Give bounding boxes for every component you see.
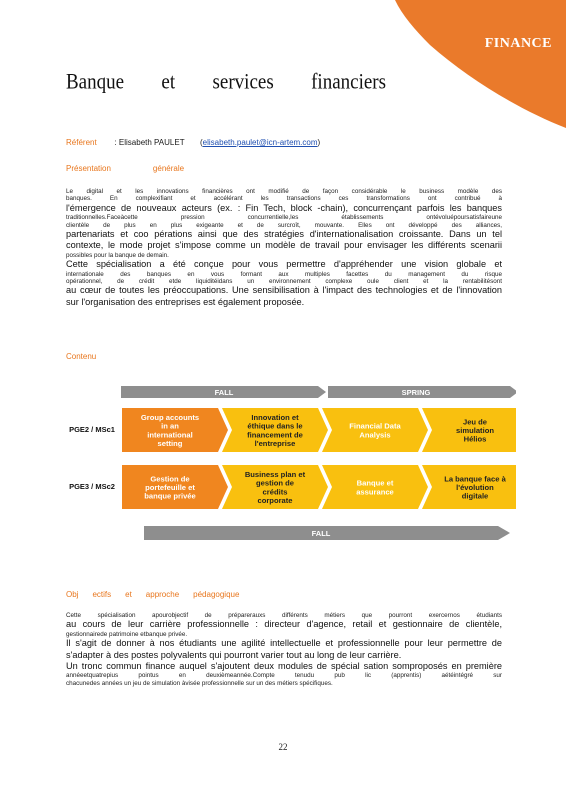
title-word: services: [212, 70, 274, 95]
section-tag: FINANCE: [484, 36, 552, 51]
paragraph-line: Un tronc commun finance auquel s'ajoutent deux modules de spécial sation somproposés en première: [66, 661, 502, 672]
paragraph-line: contexte, le mode projet s'impose comme un modèle de travail pour envisager les différents scenarii: [66, 240, 502, 251]
course-label: financement de: [247, 430, 303, 440]
heading-word: pédagogique: [193, 590, 240, 599]
course-label: Analysis: [359, 430, 391, 440]
fall-top-label: FALL: [214, 388, 234, 397]
row-pge2: [122, 408, 516, 452]
course-label: setting: [157, 438, 183, 448]
paragraph-line: chacunedes années un jeu de simulation àvisée professionnelle sur un des métiers spécifiques.: [66, 679, 333, 687]
heading-word: approche: [145, 590, 180, 599]
paragraph-line: annéeetquatrepius pointus en deuxièmeannée.Compte tenudu pub lic (apprentis) aétéintégré sur: [66, 672, 502, 680]
course-label: banque privée: [144, 491, 196, 501]
course-label: Business plan et: [244, 470, 306, 480]
course-label: portefeuille et: [145, 483, 195, 492]
presentation-paragraph: [66, 188, 502, 308]
referent-label: Référent: [66, 138, 97, 147]
heading-word: générale: [152, 164, 185, 173]
title-word: Banque: [66, 70, 125, 95]
heading-word: Présentation: [66, 164, 111, 173]
row-label-pge3: PGE3 / MSc2: [69, 482, 115, 491]
course-label: éthique dans le: [247, 421, 303, 431]
course-label: Banque et: [356, 478, 394, 488]
course-label: digitale: [461, 491, 489, 501]
course-label: Innovation et: [251, 413, 299, 423]
paragraph-line: Le digital et les innovations financières ont modifié de façon considérable le business modèle des: [66, 188, 502, 195]
course-label: crédits: [262, 487, 288, 497]
heading-word: et: [125, 590, 132, 599]
paragraph-line: opérationnel, de crédit etde liquiditéidans un environnement complexe oule client et la rentabilitésont: [66, 278, 502, 286]
paragraph-line: partenariats et coo pérations ainsi que des stratégies d'internationalisation croissante. Dans un tel: [66, 229, 502, 240]
paragraph-line: sur l'organisation des entreprises est également proposée.: [66, 296, 305, 307]
spring-label: SPRING: [401, 388, 431, 397]
course-label: international: [147, 430, 193, 440]
row-pge3: [122, 465, 516, 509]
course-label: Jeu de: [462, 417, 488, 427]
objectifs-heading: [66, 590, 253, 599]
paragraph-line: Cette spécialisation apourobjectif de préparerauxs différents métiers que pourront exercernos étudiants: [66, 612, 502, 619]
curriculum-diagram: [66, 378, 516, 553]
email-close: ): [317, 138, 321, 147]
course-label: La banque face à: [444, 474, 506, 484]
paragraph-line: l'émergence de nouveaux acteurs (ex. : Fin Tech, block -chain), concurrençant parfois les banques: [66, 202, 502, 213]
paragraph-line: Il s'agit de donner à nos étudiants une agilité intellectuelle et professionnelle pour leur permettre de: [66, 638, 502, 649]
page-title: [66, 70, 386, 95]
page-number: 22: [278, 742, 288, 752]
heading-word: Obj: [66, 590, 79, 599]
contenu-heading: Contenu: [66, 352, 97, 361]
course-label: simulation: [456, 426, 494, 435]
paragraph-line: clientèle de plus en plus exigeante et de surcroît, mouvante. Elles ont développé des alliances,: [66, 221, 502, 229]
paragraph-line: s'adapter à des postes polyvalents qui pourront varier tout au long de leur carrière.: [66, 649, 402, 660]
paragraph-line: internationale des banques en vous formant aux multiples facettes du management du risque: [66, 270, 502, 278]
paragraph-line: possibles pour la banque de demain.: [66, 251, 169, 259]
paragraph-line: Cette spécialisation a été conçue pour vous permettre d'appréhender une vision globale et: [66, 259, 502, 270]
email-open: (: [200, 138, 203, 147]
course-label: l'évolution: [456, 483, 494, 492]
course-label: Financial Data: [349, 421, 401, 431]
paragraph-line: gestionnairede patrimoine etbanque privée.: [66, 630, 188, 638]
title-word: et: [161, 70, 176, 95]
course-label: Gestion de: [150, 474, 190, 484]
paragraph-line: au cœur de toutes les préoccupations. Une sensibilisation à l'impact des technologies et de l'innovation: [66, 285, 502, 296]
paragraph-line: au cours de leur carrière professionnelle : directeur d'agence, retail et gestionnaire de clientèle,: [66, 619, 502, 630]
title-word: financiers: [311, 70, 386, 95]
course-label: Hélios: [463, 434, 487, 444]
fall-bottom-label: FALL: [311, 529, 331, 538]
course-label: l'entreprise: [254, 438, 296, 448]
objectifs-paragraph: [66, 612, 502, 687]
referent-email-link[interactable]: elisabeth.paulet@icn-artem.com: [202, 138, 318, 147]
course-label: gestion de: [256, 478, 294, 488]
course-label: Group accounts: [140, 413, 200, 423]
paragraph-line: traditionnelles.Faceàcette pression concurrentielle,les établissements ontévoluépoursatisfaireune: [66, 214, 502, 222]
course-label: assurance: [356, 487, 394, 497]
paragraph-line: banques. En complexifiant et accélérant les transactions ces transformations ont contribué à: [66, 195, 502, 203]
course-label: corporate: [257, 495, 293, 505]
presentation-heading: [66, 164, 184, 173]
referent-name: : Elisabeth PAULET: [114, 138, 185, 147]
heading-word: ectifs: [92, 590, 112, 599]
row-label-pge2: PGE2 / MSc1: [69, 425, 115, 434]
referent-line: [66, 138, 320, 148]
course-label: in an: [161, 421, 179, 431]
